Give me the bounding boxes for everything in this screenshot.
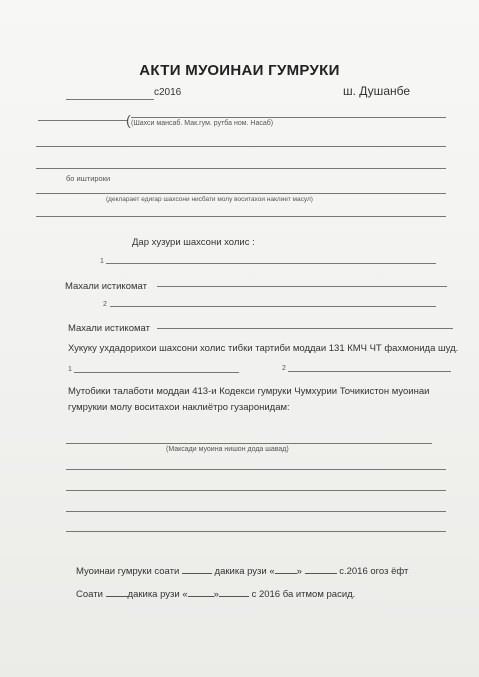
document-title: АКТИ МУОИНАИ ГУМРУКИ — [139, 62, 340, 79]
declarant-hint: (декларает едигар шахсони нисбати молу воситахои наклиет масул) — [106, 196, 313, 203]
start-part-2: дакика рузи « — [214, 566, 275, 577]
city-label: ш. Душанбе — [343, 84, 411, 98]
end-part-1: Соати — [76, 589, 103, 600]
basis-line-2: гумрукии молу воситахои наклиётро гузаронидам: — [68, 402, 290, 413]
basis-line-1: Мутобики талаботи моддаи 413-и Кодекси гумруки Чумхурии Точикистон муоинаи — [68, 386, 430, 397]
end-hour-blank — [106, 596, 128, 597]
notes-line-1 — [66, 469, 446, 470]
witness-1-line — [106, 263, 436, 264]
signature-1-line — [74, 372, 239, 373]
end-part-4: с 2016 ба итмом расид. — [251, 589, 356, 600]
blank-line-2 — [36, 168, 446, 169]
residence-label-2: Махали истикомат — [68, 323, 150, 334]
purpose-hint: (Максади муоина нишон дода шавад) — [166, 446, 289, 453]
start-part-4: с.2016 огоз ёфт — [339, 566, 409, 577]
residence-1-line — [157, 286, 447, 287]
end-part-2: дакика рузи « — [127, 589, 188, 600]
witnesses-heading: Дар хузури шахсони холис : — [132, 237, 255, 248]
start-month-blank — [305, 573, 337, 574]
end-part-3: » — [213, 589, 219, 600]
official-hint: (Шахси мансаб. Мак.гум. рутба ном. Насаб) — [131, 120, 274, 127]
declarant-line — [36, 193, 446, 194]
purpose-line — [66, 443, 432, 444]
blank-line-1 — [36, 146, 446, 147]
year-label: с2016 — [154, 87, 182, 98]
rights-text: Хукуку ухдадорихои шахсони холис тибки тартиби моддаи 131 КМЧ ЧТ фахмонида шуд. — [68, 343, 459, 354]
end-day-blank — [188, 596, 214, 597]
start-day-blank — [275, 573, 297, 574]
start-part-3: » — [296, 566, 302, 577]
witness-2-number: 2 — [103, 301, 107, 308]
blank-line-3 — [36, 216, 446, 217]
end-time-row — [76, 589, 355, 600]
residence-2-line — [157, 328, 453, 329]
signature-2-number: 2 — [282, 365, 286, 372]
notes-line-4 — [66, 531, 446, 532]
with-participation-label: бо иштироки — [66, 174, 111, 183]
notes-line-2 — [66, 490, 446, 491]
end-month-blank — [219, 596, 249, 597]
witness-2-line — [110, 306, 436, 307]
date-blank-line — [66, 99, 154, 100]
signature-1-number: 1 — [68, 366, 72, 373]
start-part-1: Муоинаи гумруки соати — [76, 566, 180, 577]
signature-2-line — [288, 371, 451, 372]
official-line-left — [38, 120, 127, 121]
official-bracket: ( — [126, 112, 131, 128]
witness-1-number: 1 — [100, 258, 104, 265]
start-hour-blank — [182, 573, 212, 574]
official-line-right — [131, 117, 446, 118]
notes-line-3 — [66, 511, 446, 512]
start-time-row — [76, 566, 408, 577]
residence-label-1: Махали истикомат — [65, 281, 147, 292]
